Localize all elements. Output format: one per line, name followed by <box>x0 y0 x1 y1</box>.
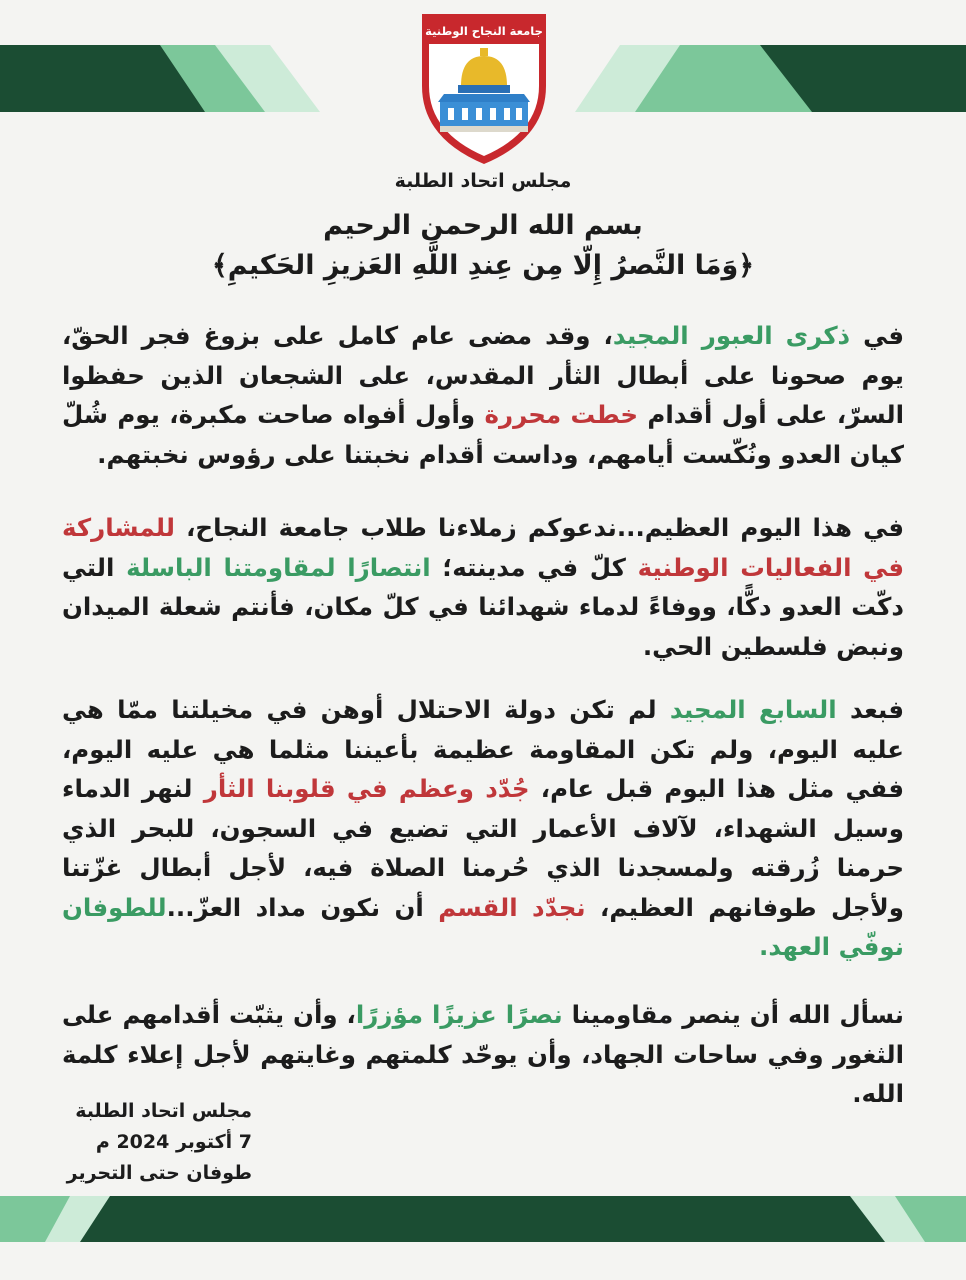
highlight-green: انتصارًا لمقاومتنا الباسلة <box>126 552 431 582</box>
council-title: مجلس اتحاد الطلبة <box>394 170 572 192</box>
signature-council: مجلس اتحاد الطلبة <box>75 1100 252 1122</box>
highlight-green: للطوفان نوفّي العهد. <box>62 892 904 961</box>
paragraph-1: في ذكرى العبور المجيد، وقد مضى عام كامل على بزوغ فجر الحقّ، يوم صحونا على أبطال الثأر المقدس، على الشجعان الذين حفظوا السرّ، على أول أقدام خطت محررة وأول أفواه صاحت مكبرة، يوم شُلّ كيان العدو ونُكّست أيامهم، وداست أقدام نخبتنا على رؤوس نخبتهم. <box>62 321 904 469</box>
highlight-red: للمشاركة في الفعاليات الوطنية <box>62 513 904 582</box>
paragraph-3: فبعد السابع المجيد لم تكن دولة الاحتلال أوهن في مخيلتنا ممّا هي عليه اليوم، ولم تكن المقاومة عظيمة بأعيننا مثلما هي عليه اليوم، ففي مثل هذا اليوم قبل عام، جُدّد وعظم في قلوبنا الثأر لنهر الدماء وسيل الشهداء، لآلاف الأعمار التي تضيع في السجون، للبحر الذي حرمنا زُرقته ولمسجدنا الذي حُرمنا الصلاة فيه، لأجل أبطال غزّتنا ولأجل طوفانهم العظيم، نجدّد القسم أن نكون مداد العزّ...للطوفان نوفّي العهد. <box>62 695 904 961</box>
highlight-red: نجدّد القسم <box>438 892 586 922</box>
signature-slogan: طوفان حتى التحرير <box>66 1162 252 1184</box>
footer-band-graphic <box>0 1196 966 1242</box>
quran-verse: ﴿وَمَا النَّصرُ إِلّا مِن عِندِ اللَّهِ العَزيزِ الحَكيمِ﴾ <box>211 250 755 281</box>
paragraph-4: نسأل الله أن ينصر مقاومينا نصرًا عزيزًا مؤزرًا، وأن يثبّت أقدامهم على الثغور وفي ساحات الجهاد، وأن يوحّد كلمتهم وغايتهم لأجل إعلاء كلمة الله. <box>62 1000 904 1108</box>
signature-date: 7 أكتوبر 2024 م <box>95 1131 252 1153</box>
footer-band <box>0 1196 966 1242</box>
highlight-green: ذكرى العبور المجيد <box>612 321 851 350</box>
highlight-green: السابع المجيد <box>669 695 837 724</box>
highlight-red: جُدّد وعظم في قلوبنا الثأر <box>203 774 530 803</box>
dome-finial-icon <box>480 48 488 56</box>
university-logo <box>416 8 552 168</box>
logo-text: جامعة النجاح الوطنية <box>425 24 543 38</box>
basmala: بسم الله الرحمن الرحيم <box>323 210 643 241</box>
highlight-red: خطت محررة <box>484 400 638 429</box>
paragraph-2: في هذا اليوم العظيم...ندعوكم زملاءنا طلاب جامعة النجاح، للمشاركة في الفعاليات الوطنية كلّ في مدينته؛ انتصارًا لمقاومتنا الباسلة التي دكّت العدو دكًّا، ووفاءً لدماء شهدائنا في كلّ مكان، فأنتم شعلة الميدان ونبض فلسطين الحي. <box>62 513 904 661</box>
highlight-green: نصرًا عزيزًا مؤزرًا <box>355 1000 563 1029</box>
